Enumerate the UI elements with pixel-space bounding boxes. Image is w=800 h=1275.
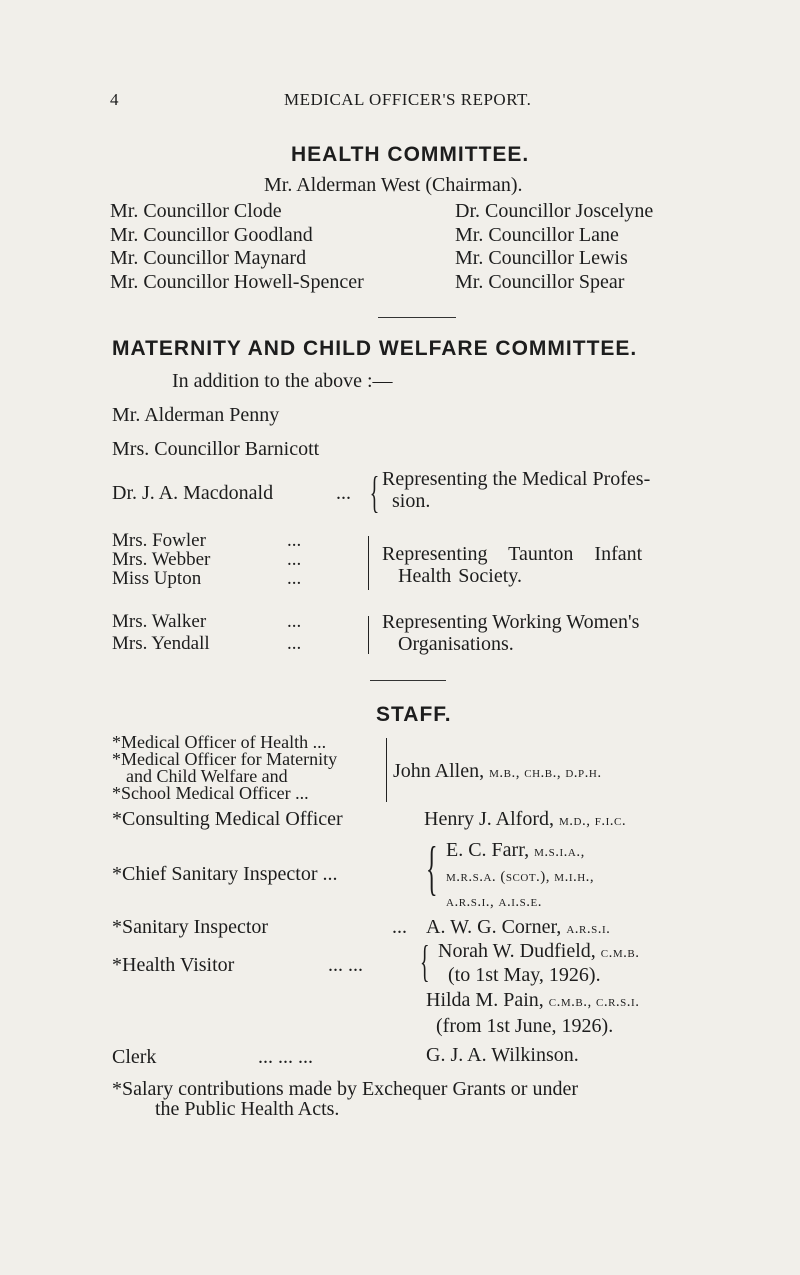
curly-brace-icon: { (369, 468, 380, 517)
staff-role: *Medical Officer for Maternity (112, 749, 338, 769)
member-name: Mr. Councillor Maynard (110, 247, 307, 269)
staff-role: *Medical Officer of Health ... (112, 732, 327, 752)
chairman-line: Mr. Alderman West (Chairman). (264, 174, 523, 196)
leader-dots: ... ... (287, 611, 302, 654)
member-name: Dr. J. A. Macdonald (112, 482, 274, 504)
leader-dots: ... ... (328, 954, 363, 976)
curly-brace-icon: { (426, 835, 438, 901)
member-name: Mr. Alderman Penny (112, 404, 280, 426)
brace-icon (360, 536, 369, 590)
staff-name: John Allen, m.b., ch.b., d.p.h. (393, 760, 602, 782)
brace-icon (360, 616, 369, 654)
leader-dots: ... ... ... (258, 1046, 313, 1068)
staff-role: Clerk (112, 1046, 157, 1068)
staff-role: *School Medical Officer ... (112, 783, 309, 803)
staff-name: G. J. A. Wilkinson. (426, 1044, 579, 1066)
member-name: Mr. Councillor Goodland (110, 223, 313, 246)
staff-role: *Consulting Medical Officer (112, 808, 343, 830)
member-name: Mrs. Webber (112, 549, 211, 570)
footnote: the Public Health Acts. (155, 1098, 340, 1120)
staff-name: E. C. Farr, m.s.i.a., m.r.s.a. (scot.), m.i.h., a.r.s.i., a.i.s.e. (446, 839, 595, 910)
section-divider (370, 680, 446, 681)
representation-note: Representing Taunton Infant Health Society. (382, 543, 643, 587)
member-name: Mrs. Fowler (112, 530, 206, 551)
health-committee-title: HEALTH COMMITTEE. (291, 143, 530, 166)
staff-name: Henry J. Alford, m.d., f.i.c. (424, 808, 627, 830)
member-name: Mr. Councillor Lane (455, 223, 619, 246)
member-name: Mr. Councillor Spear (455, 270, 625, 293)
running-title: MEDICAL OFFICER'S REPORT. (284, 90, 532, 109)
member-group (112, 531, 210, 588)
leader-dots: ... (336, 482, 351, 504)
member-name: Dr. Councillor Joscelyne (455, 200, 654, 222)
health-committee-left-column (110, 200, 364, 294)
maternity-committee-title: MATERNITY AND CHILD WELFARE COMMITTEE. (112, 337, 638, 360)
member-name: Mr. Councillor Clode (110, 200, 282, 222)
member-name: Mr. Councillor Lewis (455, 247, 628, 269)
staff-role: *Sanitary Inspector (112, 916, 269, 938)
member-name: Mrs. Walker (112, 611, 207, 632)
member-group (112, 611, 210, 655)
member-name: Mr. Councillor Howell-Spencer (110, 270, 364, 293)
health-committee-right-column (455, 200, 653, 294)
leader-dots: ... (392, 916, 407, 938)
staff-role-group (112, 734, 337, 802)
staff-name: A. W. G. Corner, a.r.s.i. (426, 916, 611, 938)
staff-role: and Child Welfare and (126, 766, 288, 786)
leader-dots: ... ... ... (287, 530, 302, 589)
footnote: *Salary contributions made by Exchequer Grants or under (112, 1078, 578, 1100)
member-name: Miss Upton (112, 568, 202, 589)
staff-role: *Chief Sanitary Inspector ... (112, 863, 338, 885)
curly-brace-icon: { (420, 937, 430, 986)
staff-title: STAFF. (376, 703, 452, 726)
staff-name: Hilda M. Pain, c.m.b., c.r.s.i. (from 1st June, 1926). (426, 989, 640, 1037)
member-name: Mrs. Councillor Barnicott (112, 438, 320, 460)
member-name: Mrs. Yendall (112, 633, 210, 654)
staff-name: Norah W. Dudfield, c.m.b. (to 1st May, 1926). (438, 940, 640, 986)
brace-icon (380, 738, 387, 802)
representation-note: Representing Working Women's Organisations. (382, 611, 640, 655)
section-divider (378, 317, 456, 318)
maternity-intro: In addition to the above :— (172, 370, 393, 392)
representation-note: Representing the Medical Profes- sion. (382, 468, 651, 512)
page-number: 4 (110, 90, 119, 109)
staff-role: *Health Visitor (112, 954, 235, 976)
